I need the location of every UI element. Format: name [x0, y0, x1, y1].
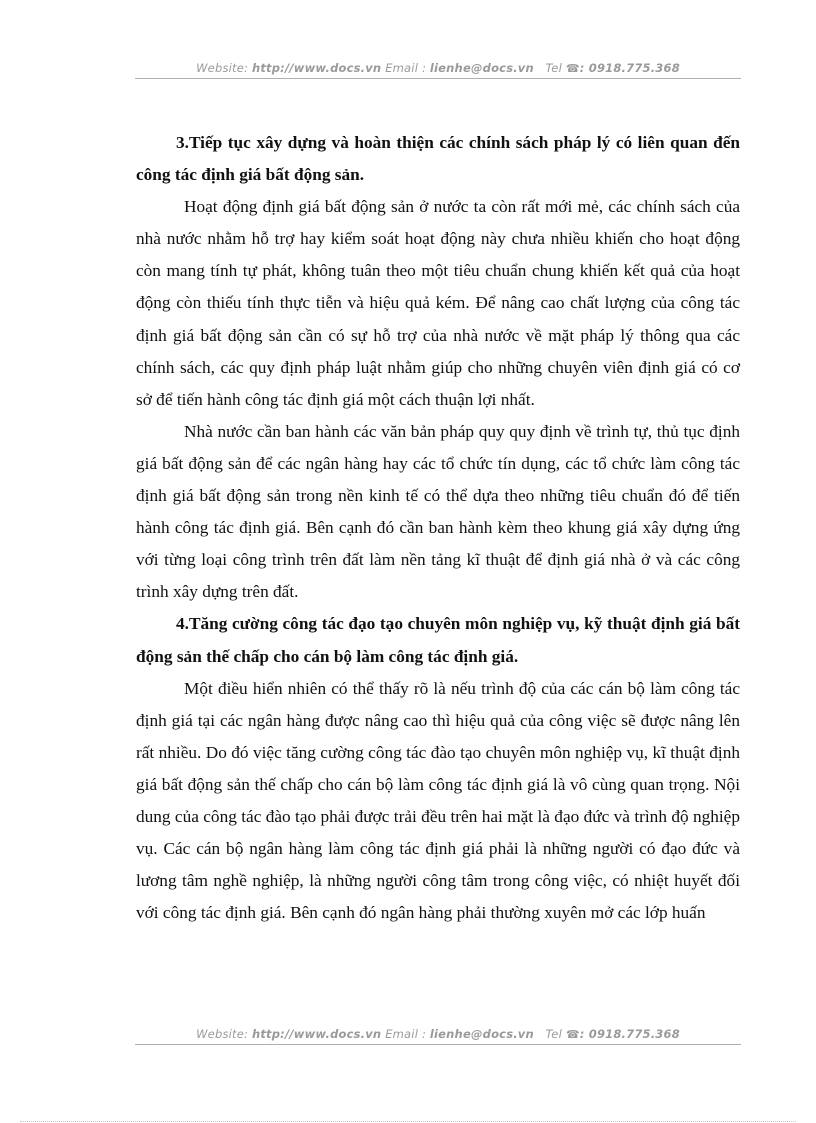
header-tel-label: Tel	[545, 61, 562, 75]
header-website-label: Website:	[196, 61, 249, 75]
section-3-paragraph-1: Hoạt động định giá bất động sản ở nước ta còn rất mới mẻ, các chính sách của nhà nước nhằm hỗ trợ hay kiểm soát hoạt động này chưa nhiều khiến cho hoạt động còn mang tính tự phát, không tuân theo một tiêu chuẩn chung khiến kết quả của hoạt động còn thiếu tính thực tiễn và hiệu quả kém. Để nâng cao chất lượng của công tác định giá bất động sản cần có sự hỗ trợ của nhà nước về mặt pháp lý thông qua các chính sách, các quy định pháp luật nhằm giúp cho những chuyên viên định giá có cơ sở để tiến hành công tác định giá một cách thuận lợi nhất.	[136, 197, 740, 409]
section-4-paragraph-1: Một điều hiển nhiên có thể thấy rõ là nếu trình độ của các cán bộ làm công tác định giá tại các ngân hàng được nâng cao thì hiệu quả của công việc sẽ được nâng lên rất nhiều. Do đó việc tăng cường công tác đào tạo chuyên môn nghiệp vụ, kĩ thuật định giá bất động sản thế chấp cho cán bộ làm công tác định giá là vô cùng quan trọng. Nội dung của công tác đào tạo phải được trải đều trên hai mặt là đạo đức và trình độ nghiệp vụ. Các cán bộ ngân hàng làm công tác định giá phải là những người có đạo đức và lương tâm nghề nghiệp, là những người công tâm trong công việc, có nhiệt huyết đối với công tác định giá. Bên cạnh đó ngân hàng phải thường xuyên mở các lớp huấn	[136, 678, 740, 923]
page-footer	[135, 1027, 741, 1041]
page-edge-divider	[20, 1121, 796, 1122]
footer-email[interactable]: lienhe@docs.vn	[429, 1027, 534, 1041]
header-divider	[135, 78, 741, 79]
section-3-paragraph-2: Nhà nước cần ban hành các văn bản pháp quy quy định về trình tự, thủ tục định giá bất động sản để các ngân hàng hay các tổ chức tín dụng, các tổ chức làm công tác định giá bất động sản trong nền kinh tế có thể dựa theo những tiêu chuẩn đó để tiến hành công tác định giá. Bên cạnh đó cần ban hành kèm theo khung giá xây dựng ứng với từng loại công trình trên đất làm nền tảng kĩ thuật để định giá nhà ở và các công trình xây dựng trên đất.	[136, 421, 740, 602]
section-4-heading: 4.Tăng cường công tác đạo tạo chuyên môn nghiệp vụ, kỹ thuật định giá bất động sản thế chấp cho cán bộ làm công tác định giá.	[136, 614, 740, 666]
document-body	[136, 127, 740, 929]
header-website-url[interactable]: http://www.docs.vn	[251, 61, 382, 75]
header-tel: : 0918.775.368	[579, 61, 680, 75]
header-email-label: Email :	[385, 61, 427, 75]
footer-tel: : 0918.775.368	[579, 1027, 680, 1041]
footer-website-label: Website:	[196, 1027, 249, 1041]
footer-divider	[135, 1044, 741, 1045]
footer-email-label: Email :	[385, 1027, 427, 1041]
header-email[interactable]: lienhe@docs.vn	[429, 61, 534, 75]
footer-tel-label: Tel	[545, 1027, 562, 1041]
footer-website-url[interactable]: http://www.docs.vn	[251, 1027, 382, 1041]
phone-icon: ☎	[565, 1028, 580, 1041]
page-header	[135, 61, 741, 75]
phone-icon: ☎	[565, 62, 580, 75]
section-3-heading: 3.Tiếp tục xây dựng và hoàn thiện các chính sách pháp lý có liên quan đến công tác định giá bất động sản.	[136, 133, 740, 185]
